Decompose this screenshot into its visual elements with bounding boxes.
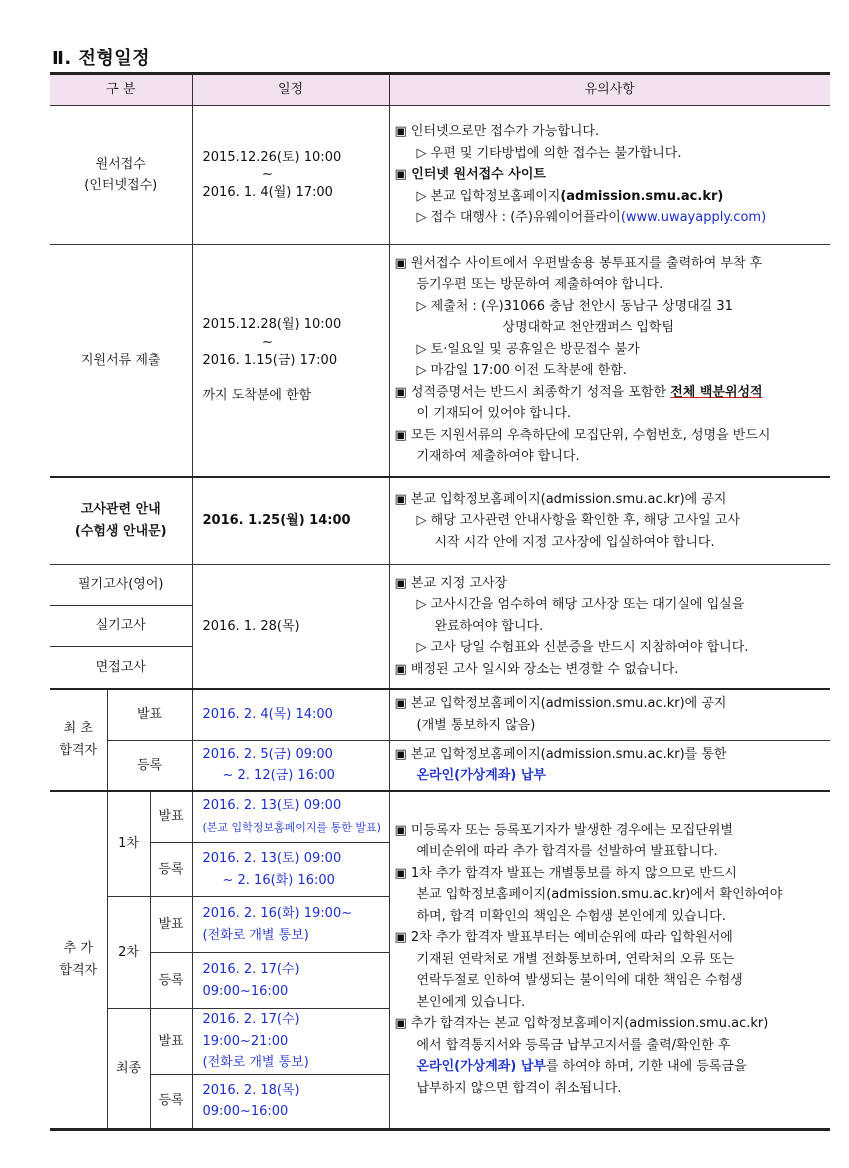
schedule-round1-register <box>192 843 389 897</box>
schedule-line: 2016. 2. 13(토) 09:00 <box>202 851 342 866</box>
group-line: 합격자 <box>59 962 98 978</box>
note-line: ▣ 본교 입학정보홈페이지(admission.smu.ac.kr)에 공지 <box>394 491 727 507</box>
note-line: ▷ 해당 고사관련 안내사항을 확인한 후, 해당 고사일 고사 <box>416 513 740 528</box>
label-final-announce: 발표 <box>150 1009 192 1075</box>
category-online-application <box>50 106 192 245</box>
row-round1-announce <box>50 791 830 843</box>
row-documents <box>50 245 830 477</box>
note-line: ▣ 추가 합격자는 본교 입학정보홈페이지(admission.smu.ac.kr) <box>394 1016 769 1032</box>
schedule-round2-register: 2016. 2. 17(수) 09:00~16:00 <box>192 953 389 1009</box>
note-line: ▷ 마감일 17:00 이전 도착분에 한함. <box>416 363 627 379</box>
section-title: Ⅱ. 전형일정 <box>52 48 151 69</box>
schedule-subnote: (전화로 개별 통보) <box>202 927 309 943</box>
category-line: (인터넷접수) <box>84 178 158 193</box>
schedule-line: 2016. 2. 17(수) 19:00~21:00 <box>202 1012 300 1049</box>
note-line: ▷ 우편 및 기타방법에 의한 접수는 불가합니다. <box>416 145 682 161</box>
note-line: ▷ 토·일요일 및 공휴일은 방문접수 불가 <box>416 341 640 357</box>
schedule-line: 2016. 2. 5(금) 09:00 <box>202 746 333 762</box>
group-line: 최 초 <box>63 721 93 736</box>
header-schedule: 일정 <box>192 74 389 106</box>
note-line: ▣ 본교 지정 고사장 <box>394 575 508 591</box>
note-line: ▣ 인터넷 원서접수 사이트 <box>394 167 546 183</box>
group-additional <box>50 791 107 1130</box>
category-written-exam: 필기고사(영어) <box>50 565 192 606</box>
homepage-url: (admission.smu.ac.kr) <box>560 188 724 204</box>
note-line: 예비순위에 따라 추가 합격자를 선발하여 발표합니다. <box>416 844 718 860</box>
schedule-initial-announce: 2016. 2. 4(목) 14:00 <box>192 689 389 741</box>
category-practical-exam: 실기고사 <box>50 606 192 647</box>
category-interview: 면접고사 <box>50 647 192 689</box>
notes-initial-announce <box>389 689 830 741</box>
schedule-round1-announce <box>192 791 389 843</box>
schedule-tilde: ~ <box>262 167 273 182</box>
label-round1-register: 등록 <box>150 843 192 897</box>
label-initial-announce: 발표 <box>107 689 192 741</box>
note-line: 하며, 합격 미확인의 책임은 수험생 본인에게 있습니다. <box>416 908 726 924</box>
notes-exams <box>389 565 830 689</box>
note-line: 이 기재되어 있어야 합니다. <box>416 406 572 422</box>
note-line: ▷ 고사 당일 수험표와 신분증을 반드시 지참하여야 합니다. <box>416 640 749 655</box>
note-line: ▣ 2차 추가 합격자 발표부터는 예비순위에 따라 입학원서에 <box>394 930 733 946</box>
label-round1-announce: 발표 <box>150 791 192 843</box>
schedule-initial-register <box>192 741 389 791</box>
schedule-line: 2016. 1. 4(월) 17:00 <box>202 185 333 200</box>
group-line: 추 가 <box>63 941 93 956</box>
round-1: 1차 <box>107 791 150 897</box>
schedule-line: 2015.12.28(월) 10:00 <box>202 317 342 332</box>
schedule-line: 2016. 2. 16(화) 19:00~ <box>202 906 353 921</box>
notes-online-application <box>389 106 830 245</box>
round-final: 최종 <box>107 1009 150 1130</box>
note-line: ▣ 원서접수 사이트에서 우편발송용 봉투표지를 출력하여 부착 후 <box>394 255 763 271</box>
note-text: ▷ 본교 입학정보홈페이지 <box>416 188 561 204</box>
note-text: ▣ 성적증명서는 반드시 최종학기 성적을 포함한 <box>394 384 671 400</box>
note-line: 등기우편 또는 방문하여 제출하여야 합니다. <box>416 277 664 293</box>
note-line <box>395 382 826 404</box>
schedule-documents <box>192 245 389 477</box>
note-line: 완료하여야 합니다. <box>434 618 544 634</box>
round-2: 2차 <box>107 897 150 1009</box>
schedule-online-application <box>192 106 389 245</box>
note-line: 에서 합격통지서와 등록금 납부고지서를 출력/확인한 후 <box>416 1037 731 1053</box>
schedule-line: 까지 도착분에 한함 <box>202 388 312 403</box>
schedule-line: 2016. 1.15(금) 17:00 <box>202 352 338 368</box>
note-text: ▷ 접수 대행사 : (주)유웨이어플라이 <box>416 210 621 226</box>
note-line <box>395 1056 826 1078</box>
note-line: ▣ 본교 입학정보홈페이지(admission.smu.ac.kr)에 공지 <box>394 696 727 712</box>
note-line: ▣ 1차 추가 합격자 발표는 개별통보를 하지 않으므로 반드시 <box>394 865 737 881</box>
percentile-emphasis: 전체 백분위성적 <box>670 384 763 400</box>
note-line: 납부하지 않으면 합격이 취소됩니다. <box>416 1080 622 1096</box>
notes-exam-notice <box>389 477 830 565</box>
schedule-subnote: (본교 입학정보홈페이지를 통한 발표) <box>202 820 381 834</box>
row-exam-notice <box>50 477 830 565</box>
schedule-tilde: ~ <box>262 334 273 350</box>
notes-documents <box>389 245 830 477</box>
label-initial-register: 등록 <box>107 741 192 791</box>
group-initial <box>50 689 107 791</box>
category-line: (수험생 안내문) <box>74 523 167 539</box>
note-line: (개별 통보하지 않음) <box>416 717 536 733</box>
schedule-line: ~ 2. 12(금) 16:00 <box>222 768 335 784</box>
notes-initial-register <box>389 741 830 791</box>
category-line: 고사관련 안내 <box>80 502 161 518</box>
note-line <box>395 186 826 208</box>
note-line: ▣ 인터넷으로만 접수가 가능합니다. <box>394 124 600 140</box>
group-line: 합격자 <box>59 742 98 758</box>
schedule-round2-announce <box>192 897 389 953</box>
schedule-subnote: (전화로 개별 통보) <box>202 1055 309 1070</box>
schedule-line: ~ 2. 16(화) 16:00 <box>222 872 335 888</box>
note-line: ▣ 배정된 고사 일시와 장소는 변경할 수 없습니다. <box>394 661 679 677</box>
note-line: ▣ 본교 입학정보홈페이지(admission.smu.ac.kr)를 통한 <box>394 746 727 762</box>
note-line: 본교 입학정보홈페이지(admission.smu.ac.kr)에서 확인하여야 <box>416 887 783 903</box>
schedule-line: 2015.12.26(토) 10:00 <box>202 149 342 165</box>
label-round2-announce: 발표 <box>150 897 192 953</box>
note-line: ▷ 제출처 : (우)31066 충남 천안시 동남구 상명대길 31 <box>416 298 733 314</box>
note-line: 시작 시각 안에 지정 고사장에 입실하여야 합니다. <box>434 534 715 550</box>
note-line: ▣ 모든 지원서류의 우측하단에 모집단위, 수험번호, 성명을 반드시 <box>394 427 771 443</box>
schedule-exam-notice: 2016. 1.25(월) 14:00 <box>192 477 389 565</box>
note-line: 본인에게 있습니다. <box>416 994 526 1010</box>
category-line: 원서접수 <box>95 156 146 172</box>
row-online-application <box>50 106 830 245</box>
label-round2-register: 등록 <box>150 953 192 1009</box>
note-line: 기재된 연락처로 개별 전화통보하며, 연락처의 오류 또는 <box>416 951 735 967</box>
category-exam-notice <box>50 477 192 565</box>
online-payment-emphasis: 온라인(가상계좌) 납부 <box>416 1059 546 1075</box>
category-documents: 지원서류 제출 <box>50 245 192 477</box>
agency-url: (www.uwayapply.com) <box>620 210 767 226</box>
note-line: ▣ 미등록자 또는 등록포기자가 발생한 경우에는 모집단위별 <box>394 822 733 838</box>
label-final-register: 등록 <box>150 1074 192 1129</box>
header-category: 구 분 <box>50 74 192 106</box>
row-initial-register <box>50 741 830 791</box>
note-line <box>395 207 826 229</box>
schedule-table <box>50 72 830 1131</box>
schedule-exams: 2016. 1. 28(목) <box>192 565 389 689</box>
table-header-row <box>50 74 830 106</box>
note-text: 를 하여야 하며, 기한 내에 등록금을 <box>545 1059 747 1075</box>
note-line: ▷ 고사시간을 엄수하여 해당 고사장 또는 대기실에 입실을 <box>416 597 745 612</box>
note-line: 기재하여 제출하여야 합니다. <box>416 449 580 465</box>
schedule-line: 2016. 2. 13(토) 09:00 <box>202 798 342 814</box>
schedule-final-announce <box>192 1009 389 1075</box>
notes-additional <box>389 791 830 1130</box>
row-initial-announce <box>50 689 830 741</box>
note-line: 상명대학교 천안캠퍼스 입학팀 <box>502 320 675 336</box>
online-payment-emphasis: 온라인(가상계좌) 납부 <box>416 768 546 784</box>
schedule-final-register: 2016. 2. 18(목) 09:00~16:00 <box>192 1074 389 1129</box>
row-written-exam <box>50 565 830 606</box>
note-line: 연락두절로 인하여 발생되는 불이익에 대한 책임은 수험생 <box>416 973 743 989</box>
header-notes: 유의사항 <box>389 74 830 106</box>
